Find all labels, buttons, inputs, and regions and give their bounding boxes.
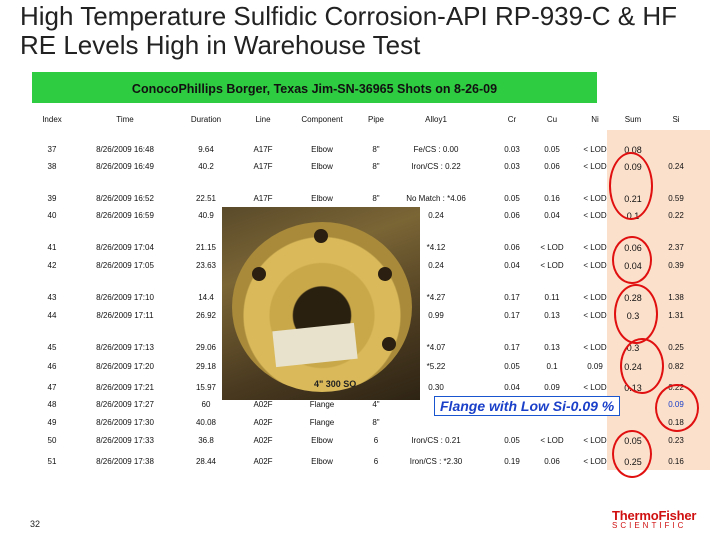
highlight-circle bbox=[620, 338, 664, 394]
table-cell-alloy: *4.07 bbox=[426, 343, 446, 352]
table-cell-pipe: 8" bbox=[372, 194, 380, 203]
table-cell-alloy: Fe/CS : 0.00 bbox=[413, 145, 459, 154]
table-cell-line: A02F bbox=[253, 457, 273, 466]
column-header: Duration bbox=[190, 115, 222, 124]
table-cell-alloy: 0.30 bbox=[428, 383, 444, 392]
table-cell-pipe: 6 bbox=[373, 457, 379, 466]
table-cell-ni: < LOD bbox=[583, 194, 607, 203]
table-cell-index: 46 bbox=[47, 362, 57, 371]
table-cell-cr: 0.19 bbox=[504, 457, 520, 466]
table-cell-cu: < LOD bbox=[540, 436, 564, 445]
table-cell-component: Flange bbox=[309, 418, 335, 427]
table-cell-time: 8/26/2009 17:10 bbox=[96, 293, 154, 302]
table-cell-alloy: Iron/CS : 0.21 bbox=[411, 436, 461, 445]
table-cell-sum: 0.05 bbox=[624, 436, 642, 446]
table-cell-duration: 40.9 bbox=[198, 211, 214, 220]
table-cell-alloy: Iron/CS : *2.30 bbox=[409, 457, 463, 466]
table-cell-ni: < LOD bbox=[583, 261, 607, 270]
table-cell-pipe: 8" bbox=[372, 162, 380, 171]
table-cell-index: 39 bbox=[47, 194, 57, 203]
highlight-circle bbox=[612, 236, 652, 284]
table-cell-sum: 0.25 bbox=[624, 457, 642, 467]
table-cell-duration: 40.08 bbox=[195, 418, 217, 427]
column-header: Cr bbox=[507, 115, 517, 124]
highlight-circle bbox=[609, 152, 653, 220]
bolt-hole bbox=[314, 229, 328, 243]
table-cell-line: A02F bbox=[253, 418, 273, 427]
table-cell-time: 8/26/2009 16:49 bbox=[96, 162, 154, 171]
table-cell-sum: 0.08 bbox=[624, 145, 642, 155]
table-cell-index: 49 bbox=[47, 418, 57, 427]
table-cell-alloy: 0.99 bbox=[428, 311, 444, 320]
table-cell-duration: 22.51 bbox=[195, 194, 217, 203]
table-cell-si: 1.31 bbox=[668, 311, 684, 320]
flange-photo bbox=[222, 207, 420, 400]
logo-line1: ThermoFisher bbox=[612, 508, 697, 523]
table-cell-cr: 0.17 bbox=[504, 293, 520, 302]
table-cell-index: 42 bbox=[47, 261, 57, 270]
table-cell-duration: 21.15 bbox=[195, 243, 217, 252]
table-cell-duration: 23.63 bbox=[195, 261, 217, 270]
table-cell-ni: < LOD bbox=[583, 436, 607, 445]
table-cell-pipe: 8" bbox=[372, 418, 380, 427]
table-cell-ni: < LOD bbox=[583, 145, 607, 154]
table-cell-ni: < LOD bbox=[583, 343, 607, 352]
table-cell-sum: 0.28 bbox=[624, 293, 642, 303]
table-cell-component: Elbow bbox=[311, 162, 333, 171]
table-cell-index: 47 bbox=[47, 383, 57, 392]
banner-text: ConocoPhillips Borger, Texas Jim-SN-36965 Shots on 8-26-09 bbox=[131, 82, 498, 96]
column-header: Cu bbox=[546, 115, 558, 124]
table-cell-index: 45 bbox=[47, 343, 57, 352]
table-cell-cr: 0.03 bbox=[504, 162, 520, 171]
table-cell-ni: < LOD bbox=[583, 293, 607, 302]
table-cell-si: 0.22 bbox=[668, 383, 684, 392]
table-cell-pipe: 6 bbox=[373, 436, 379, 445]
table-cell-time: 8/26/2009 17:13 bbox=[96, 343, 154, 352]
table-cell-index: 41 bbox=[47, 243, 57, 252]
table-cell-time: 8/26/2009 17:21 bbox=[96, 383, 154, 392]
table-cell-pipe: 4" bbox=[372, 400, 380, 409]
table-cell-sum: 0.3 bbox=[626, 343, 640, 353]
table-cell-time: 8/26/2009 17:27 bbox=[96, 400, 154, 409]
table-cell-duration: 28.44 bbox=[195, 457, 217, 466]
bolt-hole bbox=[252, 267, 266, 281]
column-header: Si bbox=[672, 115, 680, 124]
slide-title: High Temperature Sulfidic Corrosion-API RP-939-C & HF RE Levels High in Warehouse Test bbox=[20, 1, 677, 60]
table-cell-index: 44 bbox=[47, 311, 57, 320]
table-cell-time: 8/26/2009 16:48 bbox=[96, 145, 154, 154]
table-cell-si: 0.16 bbox=[668, 457, 684, 466]
highlight-circle bbox=[612, 430, 652, 478]
table-cell-alloy: Iron/CS : 0.22 bbox=[411, 162, 461, 171]
table-cell-ni: < LOD bbox=[583, 311, 607, 320]
table-cell-index: 50 bbox=[47, 436, 57, 445]
column-header: Ni bbox=[591, 115, 599, 124]
column-header: Alloy1 bbox=[425, 115, 447, 124]
table-cell-si: 0.23 bbox=[668, 436, 684, 445]
table-cell-time: 8/26/2009 16:59 bbox=[96, 211, 154, 220]
table-cell-si: 1.38 bbox=[668, 293, 684, 302]
table-cell-ni: < LOD bbox=[583, 243, 607, 252]
table-cell-alloy: *4.12 bbox=[426, 243, 446, 252]
table-cell-cu: 0.09 bbox=[544, 383, 560, 392]
table-cell-component: Elbow bbox=[311, 457, 333, 466]
table-cell-sum: 0.06 bbox=[624, 243, 642, 253]
table-cell-sum: 0.24 bbox=[624, 362, 642, 372]
table-cell-cu: 0.11 bbox=[544, 293, 560, 302]
column-header: Component bbox=[301, 115, 343, 124]
table-cell-ni: < LOD bbox=[583, 162, 607, 171]
table-cell-duration: 60 bbox=[201, 400, 211, 409]
table-cell-index: 48 bbox=[47, 400, 57, 409]
table-cell-duration: 29.06 bbox=[195, 343, 217, 352]
table-cell-component: Elbow bbox=[311, 436, 333, 445]
table-cell-duration: 40.2 bbox=[198, 162, 214, 171]
table-cell-sum: 0.1 bbox=[626, 211, 640, 221]
table-cell-cr: 0.05 bbox=[504, 194, 520, 203]
table-cell-component: Flange bbox=[309, 400, 335, 409]
table-cell-ni: < LOD bbox=[583, 383, 607, 392]
table-cell-alloy: *4.27 bbox=[426, 293, 446, 302]
table-cell-cr: 0.04 bbox=[504, 383, 520, 392]
table-cell-time: 8/26/2009 16:52 bbox=[96, 194, 154, 203]
table-cell-cu: 0.16 bbox=[544, 194, 560, 203]
table-cell-cr: 0.17 bbox=[504, 343, 520, 352]
highlight-circle bbox=[614, 284, 658, 344]
table-cell-sum: 0.04 bbox=[624, 261, 642, 271]
table-cell-index: 43 bbox=[47, 293, 57, 302]
table-cell-cu: 0.1 bbox=[546, 362, 558, 371]
photo-tag-text: 4" 300 SO bbox=[314, 379, 357, 389]
table-cell-cu: 0.13 bbox=[544, 343, 560, 352]
bolt-hole bbox=[378, 267, 392, 281]
table-cell-cu: 0.05 bbox=[544, 145, 560, 154]
highlight-circle bbox=[655, 384, 699, 432]
table-cell-si: 0.09 bbox=[668, 400, 684, 409]
table-cell-duration: 14.4 bbox=[198, 293, 214, 302]
table-cell-cu: 0.04 bbox=[544, 211, 560, 220]
table-cell-cr: 0.17 bbox=[504, 311, 520, 320]
thermofisher-logo bbox=[612, 508, 708, 530]
table-cell-duration: 26.92 bbox=[195, 311, 217, 320]
table-cell-time: 8/26/2009 17:05 bbox=[96, 261, 154, 270]
logo-line2: SCIENTIFIC bbox=[612, 521, 687, 530]
table-cell-cr: 0.06 bbox=[504, 211, 520, 220]
table-cell-time: 8/26/2009 17:38 bbox=[96, 457, 154, 466]
table-cell-line: A17F bbox=[253, 162, 273, 171]
bolt-hole bbox=[382, 337, 396, 351]
table-cell-duration: 29.18 bbox=[195, 362, 217, 371]
table-cell-si: 0.59 bbox=[668, 194, 684, 203]
annotation-callout: Flange with Low Si-0.09 % bbox=[434, 396, 620, 416]
table-cell-si: 0.39 bbox=[668, 261, 684, 270]
table-cell-alloy: 0.24 bbox=[428, 211, 444, 220]
table-cell-line: A02F bbox=[253, 400, 273, 409]
table-cell-sum: 0.3 bbox=[626, 311, 640, 321]
table-cell-ni: < LOD bbox=[583, 211, 607, 220]
table-cell-si: 0.18 bbox=[668, 418, 684, 427]
table-cell-time: 8/26/2009 17:20 bbox=[96, 362, 154, 371]
table-cell-index: 38 bbox=[47, 162, 57, 171]
table-cell-component: Elbow bbox=[311, 145, 333, 154]
column-header: Index bbox=[42, 115, 62, 124]
table-cell-alloy: No Match : *4.06 bbox=[406, 194, 466, 203]
table-cell-alloy: 0.24 bbox=[428, 261, 444, 270]
table-cell-si: 0.82 bbox=[668, 362, 684, 371]
table-cell-cr: 0.05 bbox=[504, 362, 520, 371]
table-cell-cu: 0.13 bbox=[544, 311, 560, 320]
table-cell-sum: 0.21 bbox=[624, 194, 642, 204]
table-cell-duration: 9.64 bbox=[198, 145, 214, 154]
table-cell-duration: 36.8 bbox=[198, 436, 214, 445]
table-cell-pipe: 8" bbox=[372, 145, 380, 154]
table-cell-line: A17F bbox=[253, 145, 273, 154]
table-cell-time: 8/26/2009 17:33 bbox=[96, 436, 154, 445]
page-number: 32 bbox=[30, 519, 41, 529]
table-cell-cu: 0.06 bbox=[544, 457, 560, 466]
table-cell-cu: 0.06 bbox=[544, 162, 560, 171]
table-cell-alloy: *5.22 bbox=[426, 362, 446, 371]
table-cell-ni: 0.09 bbox=[587, 362, 603, 371]
table-cell-line: A17F bbox=[253, 194, 273, 203]
column-header: Time bbox=[116, 115, 134, 124]
table-cell-duration: 15.97 bbox=[195, 383, 217, 392]
table-cell-si: 0.24 bbox=[668, 162, 684, 171]
column-header: Sum bbox=[624, 115, 642, 124]
table-cell-time: 8/26/2009 17:11 bbox=[96, 311, 154, 320]
column-header: Pipe bbox=[367, 115, 385, 124]
table-cell-index: 37 bbox=[47, 145, 57, 154]
table-cell-index: 40 bbox=[47, 211, 57, 220]
table-cell-time: 8/26/2009 17:04 bbox=[96, 243, 154, 252]
table-cell-index: 51 bbox=[47, 457, 57, 466]
table-cell-cu: < LOD bbox=[540, 261, 564, 270]
table-cell-cr: 0.04 bbox=[504, 261, 520, 270]
table-cell-cr: 0.03 bbox=[504, 145, 520, 154]
table-cell-si: 0.22 bbox=[668, 211, 684, 220]
table-cell-line: A02F bbox=[253, 436, 273, 445]
table-cell-sum: 0.09 bbox=[624, 162, 642, 172]
table-cell-si: 2.37 bbox=[668, 243, 684, 252]
column-header: Line bbox=[255, 115, 271, 124]
table-cell-ni: < LOD bbox=[583, 457, 607, 466]
table-cell-component: Elbow bbox=[311, 194, 333, 203]
table-cell-cr: 0.06 bbox=[504, 243, 520, 252]
table-cell-time: 8/26/2009 17:30 bbox=[96, 418, 154, 427]
table-cell-si: 0.25 bbox=[668, 343, 684, 352]
flange-image bbox=[232, 222, 412, 392]
table-cell-cr: 0.05 bbox=[504, 436, 520, 445]
table-cell-cu: < LOD bbox=[540, 243, 564, 252]
table-cell-sum: 0.13 bbox=[624, 383, 642, 393]
